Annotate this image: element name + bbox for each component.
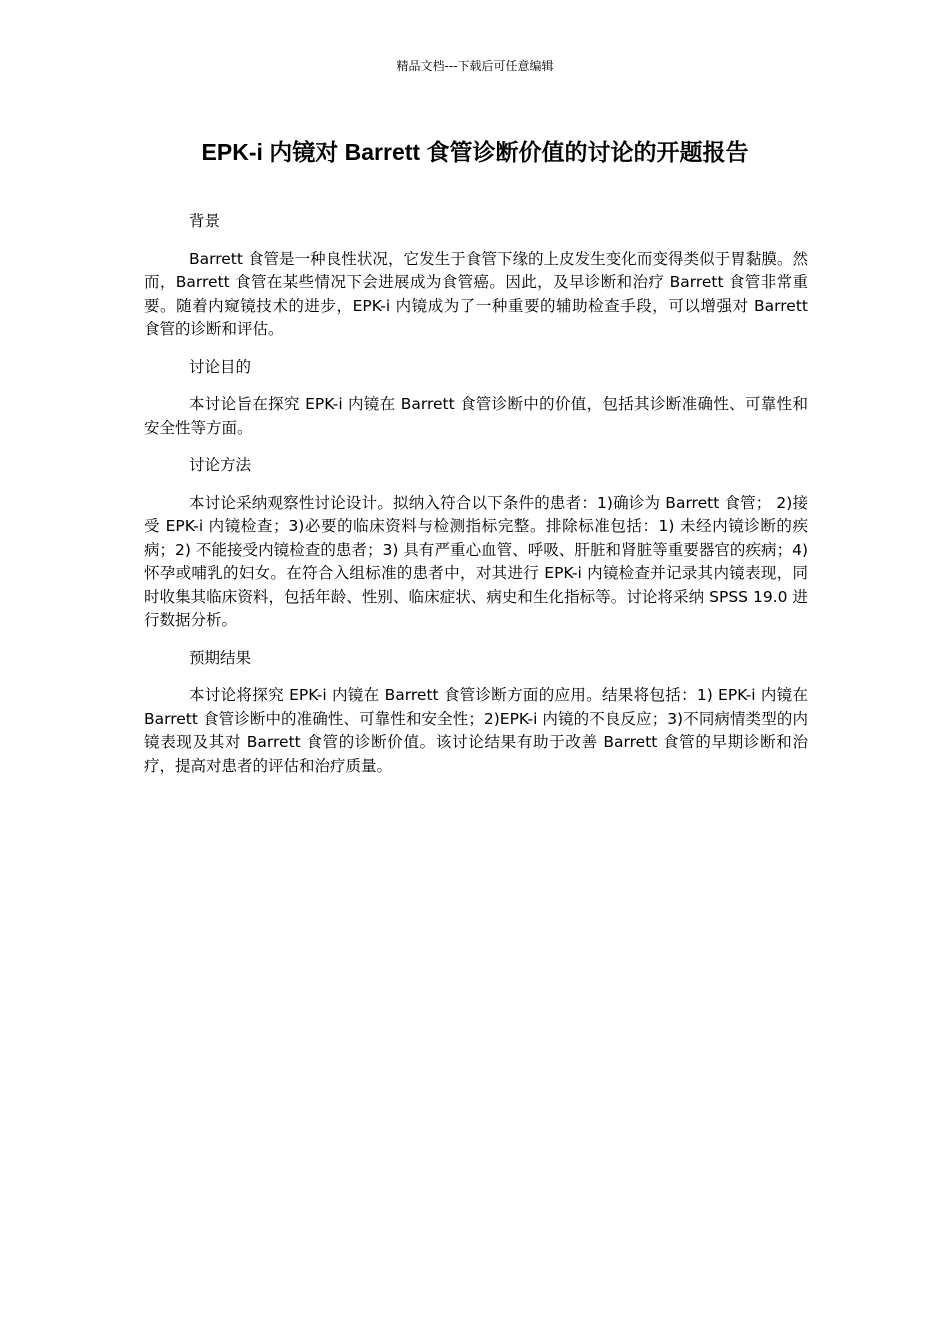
document-title: EPK-i 内镜对 Barrett 食管诊断价值的讨论的开题报告 [201, 139, 749, 165]
document-body [144, 210, 808, 792]
section-heading-background: 背景 [189, 212, 221, 230]
section-paragraph-background: Barrett 食管是一种良性状况，它发生于食管下缘的上皮发生变化而变得类似于胃黏膜。然而，Barrett 食管在某些情况下会进展成为食管癌。因此，及早诊断和治疗 Barrett 食管非常重要。随着内窥镜技术的进步，EPK-i 内镜成为了一种重要的辅助检查手段，可以增强对 Barrett 食管的诊断和评估。 [144, 249, 808, 338]
section-paragraph-methods: 本讨论采纳观察性讨论设计。拟纳入符合以下条件的患者：1)确诊为 Barrett 食管； 2)接受 EPK-i 内镜检查；3)必要的临床资料与检测指标完整。排除标准包括：1) 未经内镜诊断的疾病；2) 不能接受内镜检查的患者；3) 具有严重心血管、呼吸、肝脏和肾脏等重要器官的疾病；4) 怀孕或哺乳的妇女。在符合入组标准的患者中，对其进行 EPK-i 内镜检查并记录其内镜表现，同时收集其临床资料，包括年龄、性别、临床症状、病史和生化指标等。讨论将采纳 SPSS 19.0 进行数据分析。 [144, 493, 808, 629]
section-heading-expected-results: 预期结果 [189, 648, 252, 667]
page-header: 精品文档---下载后可任意编辑 [396, 59, 554, 73]
section-paragraph-purpose: 本讨论旨在探究 EPK-i 内镜在 Barrett 食管诊断中的价值，包括其诊断准确性、可靠性和安全性等方面。 [144, 395, 808, 437]
section-paragraph-expected-results: 本讨论将探究 EPK-i 内镜在 Barrett 食管诊断方面的应用。结果将包括：1) EPK-i 内镜在 Barrett 食管诊断中的准确性、可靠性和安全性；2)EPK-i 内镜的不良反应；3)不同病情类型的内镜表现及其对 Barrett 食管的诊断价值。该讨论结果有助于改善 Barrett 食管的早期诊断和治疗，提高对患者的评估和治疗质量。 [144, 686, 808, 775]
section-heading-methods: 讨论方法 [189, 456, 252, 474]
section-heading-purpose: 讨论目的 [189, 357, 252, 376]
